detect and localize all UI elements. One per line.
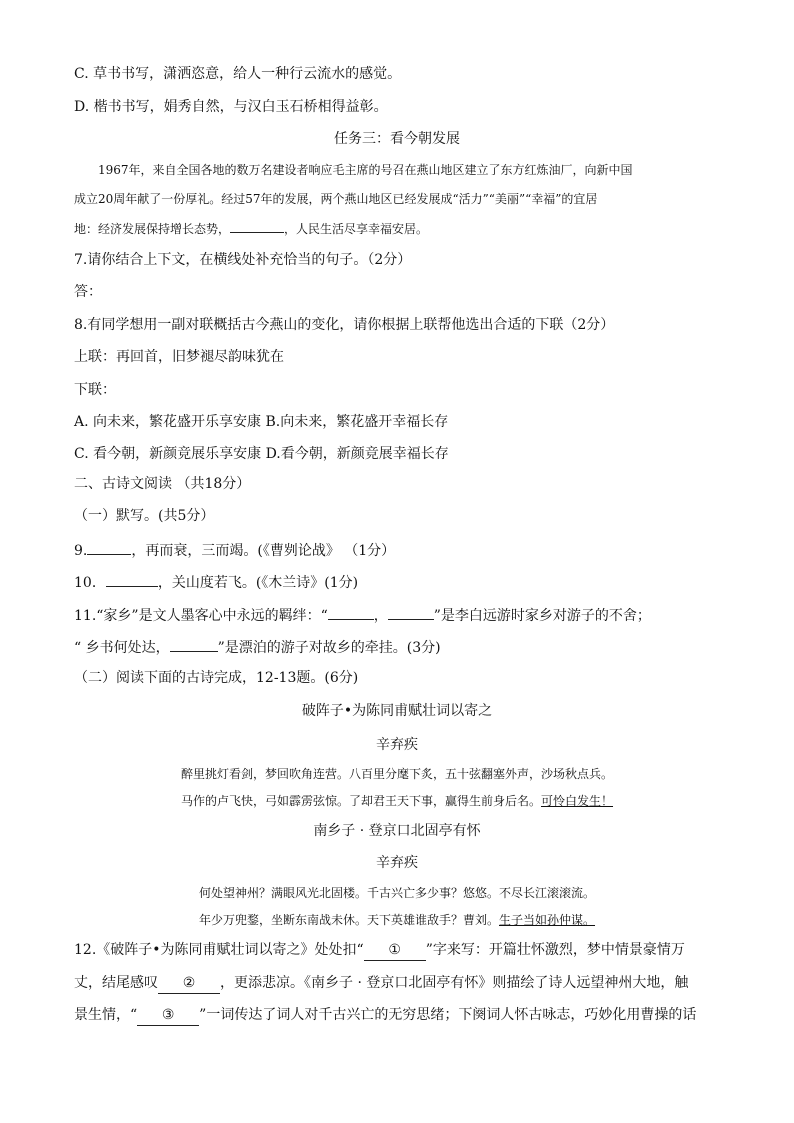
fill-blank-line[interactable] bbox=[230, 217, 284, 233]
couplet-upper: 上联：再回首，旧梦褪尽韵味犹在 bbox=[74, 349, 284, 365]
question-11-text-c: ”是李白远游时家乡对游子的不舍； bbox=[433, 608, 651, 624]
couplet-lower-label: 下联： bbox=[74, 382, 116, 398]
question-12-line1 bbox=[74, 940, 685, 961]
question-9-text: ，再而衰，三而竭。(《曹刿论战》 （1分） bbox=[131, 543, 396, 559]
blank-marker-1[interactable]: ① bbox=[364, 940, 426, 961]
task3-para-line3-start: 地：经济发展保持增长态势， bbox=[74, 222, 231, 236]
question-12-line2 bbox=[74, 973, 688, 994]
poem1-title: 破阵子•为陈同甫赋壮词以寄之 bbox=[301, 703, 493, 719]
question-12-text-4: ，更添悲凉。《南乡子 · 登京口北固亭有怀》则描绘了诗人远望神州大地，触 bbox=[220, 975, 689, 991]
question-9 bbox=[74, 539, 395, 561]
blank-marker-3[interactable]: ③ bbox=[137, 1005, 199, 1026]
question-12-text-3: 丈，结尾感叹 bbox=[74, 975, 158, 991]
poem1-author: 辛弃疾 bbox=[376, 737, 418, 753]
question-7-answer-label: 答： bbox=[74, 284, 102, 300]
poem2-line2-text: 年少万兜鍪，坐断东南战未休。天下英雄谁敌手？曹刘。 bbox=[198, 913, 499, 927]
subsection-1-title: （一）默写。(共5分） bbox=[74, 508, 215, 524]
option-c: C. 草书书写，潇洒恣意，给人一种行云流水的感觉。 bbox=[74, 66, 402, 82]
question-11-text-e: ”是漂泊的游子对故乡的牵挂。(3分) bbox=[217, 640, 441, 656]
fill-blank-line[interactable] bbox=[106, 571, 158, 587]
poem1-line2-text: 马作的卢飞快，弓如霹雳弦惊。了却君王天下事，赢得生前身后名。 bbox=[180, 794, 541, 808]
fill-blank-line[interactable] bbox=[87, 539, 131, 555]
poem2-line2 bbox=[0, 910, 794, 930]
poem2-line1: 何处望神州？满眼风光北固楼。千古兴亡多少事？悠悠。不尽长江滚滚流。 bbox=[198, 886, 595, 900]
question-12-line3 bbox=[74, 1005, 696, 1026]
question-11-comma: ， bbox=[373, 608, 388, 624]
task3-para-line1: 1967年，来自全国各地的数万名建设者响应毛主席的号召在燕山地区建立了东方红炼油厂，向新中国 bbox=[98, 163, 633, 177]
section-2-title: 二、古诗文阅读 （共18分） bbox=[74, 476, 251, 492]
task3-para-line3 bbox=[74, 217, 428, 239]
fill-blank-line[interactable] bbox=[328, 604, 374, 620]
question-11-text-d: “ 乡书何处达， bbox=[74, 640, 170, 656]
task3-para-line2: 成立20周年献了一份厚礼。经过57年的发展，两个燕山地区已经发展成“活力”“美丽”“幸福”的宜居 bbox=[74, 192, 598, 206]
question-12-text-1: 12.《破阵子•为陈同甫赋壮词以寄之》处处扣“ bbox=[74, 942, 364, 958]
fill-blank-line[interactable] bbox=[170, 636, 218, 652]
question-11-text-a: 11.“家乡”是文人墨客心中永远的羁绊：“ bbox=[74, 608, 328, 624]
poem2-underlined-phrase: 生子当如孙仲谋。 bbox=[499, 913, 596, 927]
question-12-text-5: 景生情，“ bbox=[74, 1007, 138, 1023]
poem1-line1: 醉里挑灯看剑，梦回吹角连营。八百里分麾下炙，五十弦翻塞外声，沙场秋点兵。 bbox=[180, 767, 613, 781]
subsection-2-title: （二）阅读下面的古诗完成，12-13题。(6分) bbox=[74, 670, 359, 686]
poem2-author: 辛弃疾 bbox=[376, 855, 418, 871]
question-8-options-ab: A. 向未来，繁花盛开乐享安康 B.向未来，繁花盛开幸福长存 bbox=[74, 414, 449, 430]
question-10 bbox=[74, 571, 358, 593]
question-7: 7.请你结合上下文，在横线处补充恰当的句子。（2分） bbox=[74, 252, 412, 268]
question-12-text-6: ”一词传达了词人对千古兴亡的无穷思绪；下阕词人怀古咏志，巧妙化用曹操的话 bbox=[199, 1007, 697, 1023]
task3-para-line3-end: ，人民生活尽享幸福安居。 bbox=[284, 222, 429, 236]
question-12-text-2: ”字来写：开篇壮怀激烈，梦中情景豪情万 bbox=[425, 942, 685, 958]
question-8-options-cd: C. 看今朝，新颜竞展乐享安康 D.看今朝，新颜竞展幸福长存 bbox=[74, 446, 449, 462]
question-11-line1 bbox=[74, 604, 651, 626]
question-8: 8.有同学想用一副对联概括古今燕山的变化，请你根据上联帮他选出合适的下联（2分） bbox=[74, 317, 615, 333]
question-11-line2 bbox=[74, 636, 441, 658]
blank-marker-2[interactable]: ② bbox=[158, 973, 220, 994]
fill-blank-line[interactable] bbox=[388, 604, 434, 620]
poem2-title: 南乡子 · 登京口北固亭有怀 bbox=[313, 823, 481, 839]
question-9-number: 9. bbox=[74, 543, 88, 559]
poem1-line2 bbox=[0, 791, 794, 811]
task3-title: 任务三：看今朝发展 bbox=[334, 131, 460, 147]
question-10-number: 10． bbox=[74, 575, 106, 591]
poem1-underlined-phrase: 可怜白发生！ bbox=[541, 794, 614, 808]
option-d: D. 楷书书写，娟秀自然，与汉白玉石桥相得益彰。 bbox=[74, 99, 388, 115]
question-10-text: ，关山度若飞。(《木兰诗》(1分) bbox=[157, 575, 359, 591]
